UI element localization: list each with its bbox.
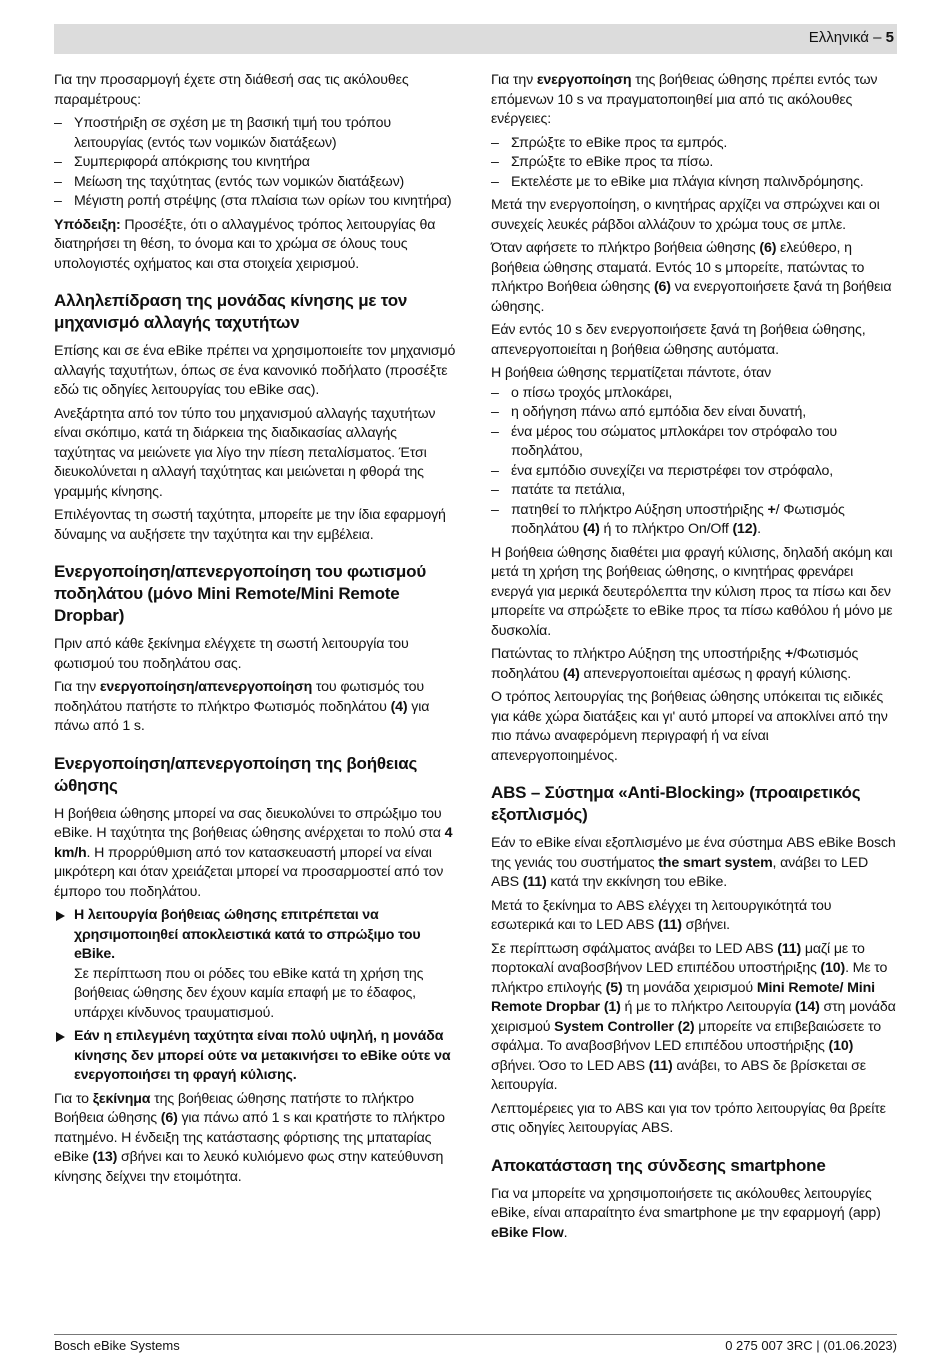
text-run-bold: eBike Flow — [491, 1224, 564, 1241]
text-run-bold: the smart system — [658, 854, 773, 871]
abs-paragraph-3 — [491, 940, 897, 1096]
text-run-bold: ενεργοποίηση — [536, 72, 632, 88]
push-paragraph-1 — [54, 805, 460, 903]
text-run-bold: (14) — [795, 999, 820, 1015]
params-list — [54, 114, 460, 212]
page-number: 5 — [885, 29, 894, 46]
footer-doc-number: 0 275 007 3RC | (01.06.2023) — [725, 1338, 897, 1353]
text-run: ελεύθερο, η βοήθεια ώθησης σταματά. Εντός 10 s μπορείτε, πατώντας το πλήκτρο Βοήθεια ώθησης — [491, 240, 865, 295]
text-run: σβήνει και το λευκό κυλιόμενο φως στην κατεύθυνση κίνησης δείχνει την ετοιμότητα. — [54, 1149, 444, 1185]
text-run-bold: + — [784, 646, 793, 662]
after-activation-paragraph: Μετά την ενεργοποίηση, ο κινητήρας αρχίζει να σπρώχνει και οι συνεχείς λευκές ράβδοι αλλάζουν το χρώμα τους σε μπλε. — [491, 197, 880, 233]
warning-bold-text: Η λειτουργία βοήθειας ώθησης επιτρέπεται να χρησιμοποιηθεί αποκλειστικά κατά το σπρώξιμο του eBike. — [74, 907, 421, 962]
text-run-bold: (11) — [522, 874, 547, 890]
text-run-bold: ξεκίνημα — [92, 1090, 151, 1107]
text-run: μπορείτε να επιβεβαιώσετε το σφάλμα. Το αναβοσβήνον LED επιπέδου υποστήριξης — [491, 1018, 882, 1054]
text-run: Πατώντας το πλήκτρο Αύξηση της υποστήριξης — [491, 646, 785, 662]
note-paragraph — [54, 216, 460, 275]
gear-paragraph-2: Ανεξάρτητα από τον τύπο του μηχανισμού αλλαγής ταχυτήτων είναι σκόπιμο, κατά τη διάρκεια της διαδικασίας αλλαγής ταχύτητας να μειώνετε για λίγο την πίεση πεταλίσματος. Έτσι διευκολύνεται η αλλαγή ταχύτητας και μειώνεται η φθορά της γραμμής κίνησης. — [54, 405, 436, 500]
list-item: – πατάτε τα πετάλια, — [491, 481, 897, 501]
text-run: Για την — [491, 72, 537, 88]
footer-divider — [54, 1334, 897, 1335]
list-item: – η οδήγηση πάνω από εμπόδια δεν είναι δυνατή, — [491, 403, 897, 423]
text-run-bold: (11) — [777, 940, 802, 957]
press-paragraph — [491, 645, 897, 684]
list-item: – Υποστήριξη σε σχέση με τη βασική τιμή του τρόπου λειτουργίας (εντός των νομικών διατάξεων) — [54, 114, 460, 153]
text-run-bold: (4) — [582, 521, 600, 537]
note-label: Υπόδειξη: — [54, 216, 121, 233]
list-item: – Σπρώξτε το eBike προς τα πίσω. — [491, 153, 897, 173]
text-run-bold: (4) — [390, 698, 408, 715]
text-run: , ανάβει το LED ABS — [491, 854, 869, 890]
text-run: Όταν αφήσετε το πλήκτρο βοήθεια ώθησης — [491, 240, 760, 256]
list-item: – ο πίσω τροχός μπλοκάρει, — [491, 384, 897, 404]
warning-text: Σε περίπτωση που οι ρόδες του eBike κατά τη χρήση της βοήθειας ώθησης δεν έχουν καμία επαφή με το έδαφος, υπάρχει κίνδυνος τραυματισμού. — [74, 965, 424, 1021]
warning-triangle-icon — [56, 1032, 65, 1042]
text-run-bold: + — [767, 501, 776, 518]
header-bar — [54, 24, 897, 54]
text-run: σβήνει. — [681, 917, 730, 933]
list-item: – Σπρώξτε το eBike προς τα εμπρός. — [491, 134, 897, 154]
heading-bike-light: Ενεργοποίηση/απενεργοποίηση του φωτισμού ποδηλάτου (μόνο Mini Remote/Mini Remote Dropbar) — [54, 562, 427, 625]
activation-paragraph — [491, 71, 897, 130]
activation-list — [491, 134, 897, 193]
warning-block-1 — [54, 906, 460, 1023]
text-run: Εάν το eBike είναι εξοπλισμένο με ένα σύστημα ABS eBike Bosch της γενιάς του συστήματος — [491, 835, 896, 871]
mode-note-paragraph: Ο τρόπος λειτουργίας της βοήθειας ώθησης υπόκειται τις ειδικές για κάθε χώρα διατάξεις και γι' αυτό μπορεί να αποκλίνει από την πιο πάνω αναφερόμενη περιγραφή ή να είναι απενεργοποιημένος. — [491, 689, 888, 764]
heading-gear-interaction: Αλληλεπίδραση της μονάδας κίνησης με τον μηχανισμό αλλαγής ταχυτήτων — [54, 291, 408, 332]
ends-list — [491, 384, 897, 540]
list-item — [491, 501, 897, 540]
list-item: – Εκτελέστε με το eBike μια πλάγια κίνηση παλινδρόμησης. — [491, 173, 897, 193]
text-run: ή το πλήκτρο On/Off — [599, 521, 733, 537]
list-item: – Συμπεριφορά απόκρισης του κινητήρα — [54, 153, 460, 173]
text-run: να ενεργοποιήσετε ξανά τη βοήθεια ώθησης. — [491, 279, 892, 315]
text-run: . — [757, 521, 761, 537]
text-run-bold: ενεργοποίηση/απενεργοποίηση — [99, 679, 313, 695]
text-run-bold: (11) — [648, 1057, 673, 1074]
warning-block-2 — [54, 1027, 460, 1086]
text-run: πατηθεί το πλήκτρο Αύξηση υποστήριξης — [511, 501, 768, 518]
text-run-bold: (13) — [92, 1149, 118, 1165]
gear-paragraph-1: Επίσης και σε ένα eBike πρέπει να χρησιμοποιείτε τον μηχανισμό αλλαγής ταχυτήτων, όπως σε ένα κανονικό ποδήλατο (προσέξτε εδώ τις οδηγίες λειτουργίας του eBike σας). — [54, 343, 456, 398]
text-run: του φωτισμός του ποδηλάτου πατήστε το πλήκτρο Φωτισμός ποδηλάτου — [54, 679, 425, 715]
note-text: Προσέξτε, ότι ο αλλαγμένος τρόπος λειτουργίας θα διατηρήσει τη θέση, το όνομα και το χρώμα σε όλους τους υπολογιστές οχήματος και στα στοιχεία χειρισμού. — [54, 216, 436, 272]
text-run: στη μονάδα χειρισμού — [491, 999, 896, 1035]
right-column — [491, 71, 897, 1247]
heading-push-assist: Ενεργοποίηση/απενεργοποίηση της βοήθειας ώθησης — [54, 753, 418, 795]
text-run: /Φωτισμός ποδηλάτου — [491, 646, 859, 682]
text-run: / Φωτισμός ποδηλάτου — [511, 501, 845, 537]
heading-abs: ABS – Σύστημα «Anti-Blocking» (προαιρετικός εξοπλισμός) — [491, 783, 861, 824]
text-run: ανάβει, το ABS δε βρίσκεται σε λειτουργία. — [491, 1057, 866, 1093]
text-run: σβήνει. Όσο το LED ABS — [491, 1057, 649, 1074]
text-run: για πάνω από 1 s και κρατήστε το πλήκτρο πατημένο. Η ένδειξη της κατάστασης φόρτισης της μπαταρίας eBike — [54, 1110, 445, 1165]
text-run: της βοήθειας ώθησης πατήστε το πλήκτρο Βοήθεια ώθησης — [54, 1090, 414, 1126]
smartphone-paragraph — [491, 1185, 897, 1244]
abs-paragraph-2 — [491, 897, 897, 936]
list-item: – Μείωση της ταχύτητας (εντός των νομικών διατάξεων) — [54, 173, 460, 193]
header-language: Ελληνικά – — [808, 29, 886, 46]
auto-off-paragraph: Εάν εντός 10 s δεν ενεργοποιήσετε ξανά τη βοήθεια ώθησης, απενεργοποιείται η βοήθεια ώθησης αυτόματα. — [491, 322, 866, 358]
page-header — [809, 29, 894, 46]
text-run-bold: (12) — [732, 521, 758, 537]
text-run: . Η προρρύθμιση από τον κατασκευαστή μπορεί να είναι μικρότερη και όταν χρειάζεται μπορεί να προσαρμοστεί από τον έμπορο του ποδηλάτου. — [54, 844, 444, 900]
text-run-bold: 4 km/h — [54, 825, 453, 861]
release-paragraph — [491, 239, 897, 317]
list-item: – ένα εμπόδιο συνεχίζει να περιστρέφει τον στρόφαλο, — [491, 462, 897, 482]
text-run: . — [563, 1224, 568, 1241]
light-paragraph-1: Πριν από κάθε ξεκίνημα ελέγχετε τη σωστή λειτουργία του φωτισμού του ποδηλάτου σας. — [54, 636, 409, 672]
list-item: – Μέγιστη ροπή στρέψης (στα πλαίσια των ορίων του κινητήρα) — [54, 192, 460, 212]
text-run: για πάνω από 1 s. — [54, 698, 430, 734]
params-intro: Για την προσαρμογή έχετε στη διάθεσή σας τις ακόλουθες παραμέτρους: — [54, 72, 409, 108]
text-run: Για την — [54, 679, 100, 695]
abs-paragraph-4: Λεπτομέρειες για το ABS και για τον τρόπο λειτουργίας θα βρείτε στις οδηγίες λειτουργίας ABS. — [491, 1100, 886, 1136]
footer-brand: Bosch eBike Systems — [54, 1338, 180, 1353]
text-run-bold: System Controller (2) — [554, 1018, 695, 1035]
text-run-bold: (10) — [820, 960, 846, 976]
text-run: κατά την εκκίνηση του eBike. — [546, 874, 728, 890]
text-run-bold: (11) — [657, 917, 682, 933]
text-run-bold: (6) — [160, 1110, 178, 1126]
text-run: . Με το πλήκτρο επιλογής — [491, 960, 888, 996]
text-run-bold: Mini Remote/ Mini Remote Dropbar (1) — [491, 979, 875, 1015]
text-run: απενεργοποιείται αμέσως η φραγή κύλισης. — [579, 665, 851, 682]
heading-smartphone: Αποκατάσταση της σύνδεσης smartphone — [491, 1155, 826, 1175]
text-run: ή με το πλήκτρο Λειτουργία — [620, 999, 796, 1015]
text-run-bold: (6) — [653, 279, 671, 295]
text-run-bold: (10) — [828, 1038, 854, 1054]
abs-paragraph-1 — [491, 834, 897, 893]
text-run: τη μονάδα χειρισμού — [622, 979, 757, 996]
text-run-bold: (6) — [759, 240, 777, 256]
start-paragraph — [54, 1090, 460, 1188]
text-run-bold: (4) — [562, 665, 580, 682]
text-run-bold: (5) — [605, 979, 623, 996]
left-column — [54, 71, 460, 1191]
text-run: Σε περίπτωση σφάλματος ανάβει το LED ABS — [491, 940, 778, 957]
text-run: Η βοήθεια ώθησης μπορεί να σας διευκολύνει το σπρώξιμο του eBike. Η ταχύτητα της βοήθειας ώθησης ανέρχεται το πολύ στα — [54, 805, 445, 841]
text-run: Για το — [54, 1090, 93, 1107]
text-run: Μετά το ξεκίνημα το ABS ελέγχει τη λειτουργικότητά του εσωτερικά και το LED ABS — [491, 897, 832, 933]
light-paragraph-2 — [54, 678, 460, 737]
text-run: μαζί με το πορτοκαλί αναβοσβήνον LED επιπέδου υποστήριξης — [491, 940, 865, 976]
list-item: – ένα μέρος του σώματος μπλοκάρει τον στρόφαλο του ποδηλάτου, — [491, 423, 897, 462]
roll-lock-paragraph: Η βοήθεια ώθησης διαθέτει μια φραγή κύλισης, δηλαδή ακόμη και μετά τη χρήση της βοήθειας ώθησης, ο κινητήρας φρενάρει ενεργά για μερικά δευτερόλεπτα την κύλιση προς τα πίσω και δεν μπορείτε να σπρώξετε το eBike προς τα πίσω καθόλου ή μόνο με δυσκολία. — [491, 544, 893, 639]
text-run: Για να μπορείτε να χρησιμοποιήσετε τις ακόλουθες λειτουργίες eBike, είναι απαραίτητο ένα smartphone με την εφαρμογή (app) — [491, 1185, 881, 1221]
warning-triangle-icon — [56, 911, 65, 921]
text-run: της βοήθειας ώθησης πρέπει εντός των επόμενων 10 s να πραγματοποιηθεί μια από τις ακόλουθες ενέργειες: — [491, 72, 878, 127]
ends-intro: Η βοήθεια ώθησης τερματίζεται πάντοτε, όταν — [491, 365, 772, 381]
gear-paragraph-3: Επιλέγοντας τη σωστή ταχύτητα, μπορείτε με την ίδια εφαρμογή δύναμης να αυξήσετε την ταχύτητα και την εμβέλεια. — [54, 507, 446, 543]
warning-bold-text: Εάν η επιλεγμένη ταχύτητα είναι πολύ υψηλή, η μονάδα κίνησης δεν μπορεί ούτε να μετακινήσει το eBike ούτε να ενεργοποιήσει τη φραγή κύλισης. — [74, 1028, 451, 1083]
